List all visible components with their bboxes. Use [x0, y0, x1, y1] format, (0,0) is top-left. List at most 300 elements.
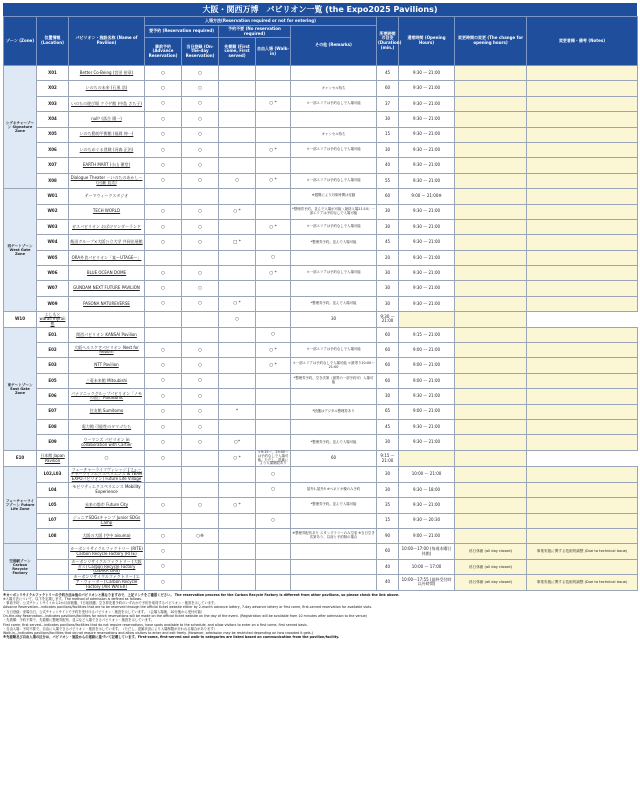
pavilion-name[interactable]: 未来の都市 Future City [69, 498, 145, 513]
location-cell: E06 [37, 389, 69, 404]
duration-cell: 60 [377, 81, 399, 96]
same-day-reservation-mark: ○ [182, 127, 219, 142]
advance-reservation-mark: ○ [145, 158, 182, 173]
advance-reservation-mark: ○ [145, 96, 182, 111]
notes-cell [527, 358, 638, 373]
remarks-cell [291, 250, 377, 265]
table-row [4, 327, 638, 342]
pavilion-name[interactable]: EARTH MART (小山 薫堂) [69, 158, 145, 173]
notes-cell [527, 235, 638, 250]
hours-change-cell: 終日休館 (all day closed) [455, 544, 527, 559]
first-come-mark [219, 482, 256, 497]
location-cell: L05 [37, 498, 69, 513]
walk-in-mark: ○ [256, 513, 291, 528]
remarks-cell: ＊一部エリアは予約なしで入場可能 [291, 343, 377, 358]
table-row [4, 281, 638, 296]
location-cell: L02,L03 [37, 467, 69, 482]
walk-in-mark [256, 81, 291, 96]
location-cell: W01 [37, 189, 69, 204]
location-cell: E02 [37, 343, 69, 358]
hours-change-cell [455, 404, 527, 419]
walk-in-mark [256, 112, 291, 127]
pavilion-name[interactable]: いのち動的平衡館 (福岡 伸一) [69, 127, 145, 142]
hours-change-cell [399, 450, 455, 467]
advance-reservation-mark: ○ [145, 173, 182, 188]
hours-change-cell [455, 498, 527, 513]
table-row [4, 266, 638, 281]
hours-change-cell [455, 281, 527, 296]
footnotes [3, 593, 637, 640]
advance-reservation-mark: ○ [145, 127, 182, 142]
pavilion-name[interactable]: いのちの遊び場 クラゲ館 (中島 さち子) [69, 96, 145, 111]
remarks-cell [291, 419, 377, 434]
pavilion-name[interactable]: BLUE OCEAN DOME [69, 266, 145, 281]
pavilion-name[interactable]: PASONA NATUREVERSE [69, 296, 145, 311]
table-row [4, 482, 638, 497]
first-come-mark [219, 575, 256, 590]
table-row [4, 528, 638, 543]
hours-change-cell [455, 66, 527, 81]
duration-cell: 30 [377, 142, 399, 157]
location-cell: W02 [37, 204, 69, 219]
remarks-cell [291, 66, 377, 81]
page [3, 3, 637, 640]
footnote-line: Walk-in...indicates pavilions/facilities that do not require reservations and allow visitors to enter and exit freely. (However, admission may be restricted depending on how crowded it gets.) [3, 631, 313, 636]
hours-change-cell [399, 312, 455, 327]
notes-cell [527, 528, 638, 543]
first-come-mark: ○ [219, 173, 256, 188]
hours-change-cell: 終日休館 (all day closed) [455, 575, 527, 590]
same-day-reservation-mark: ○ [182, 66, 219, 81]
first-come-mark [219, 96, 256, 111]
notes-cell [527, 373, 638, 388]
footnote-line: ・当日登録：来場当日、公式チケットサイトで予約を受付けるパビリオン・施設を示しています。（会場入場後、10分後から受付可能） [3, 609, 205, 614]
same-day-reservation-mark: ○ [182, 389, 219, 404]
header-change: 変更時間の変更 (The change for opening hours) [455, 17, 527, 66]
walk-in-mark [256, 373, 291, 388]
pavilion-name[interactable]: 日本館 Japan Pavilion [37, 450, 69, 467]
pavilion-name[interactable]: フューチャーライフヴィレッジ (フューチャーライフエクスペリエンス & TEAM EXPOパビリオン) Future Life Village [70, 466, 143, 481]
walk-in-mark [256, 544, 291, 559]
table-row [4, 467, 638, 482]
opening-hours-cell: 9:30 ～ 21:00 [399, 66, 455, 81]
table-row [4, 419, 638, 434]
table-row [4, 498, 638, 513]
walk-in-mark [256, 189, 291, 204]
pavilion-name[interactable]: いのちの未来 (石黒 浩) [69, 81, 145, 96]
pavilion-name[interactable]: 関西パビリオン KANSAI Pavilion [69, 327, 145, 342]
table-row [4, 81, 638, 96]
remarks-cell [291, 513, 377, 528]
hours-change-cell [455, 327, 527, 342]
pavilion-name[interactable]: 大阪の大阪 (空中 aisuma) [69, 528, 145, 543]
walk-in-mark [256, 404, 291, 419]
remarks-cell [291, 575, 377, 590]
first-come-mark: ○* [219, 435, 256, 450]
pavilion-name[interactable]: GUNDAM NEXT FUTURE PAVILION [69, 281, 145, 296]
advance-reservation-mark [145, 189, 182, 204]
duration-cell: 40 [377, 575, 399, 590]
advance-reservation-mark: ○ [145, 575, 182, 590]
pavilion-name[interactable]: パナソニックグループパビリオン「ノモの国」 Panasonic [69, 389, 145, 404]
advance-reservation-mark: ○ [145, 389, 182, 404]
first-come-mark [219, 343, 256, 358]
hours-change-cell [455, 96, 527, 111]
advance-reservation-mark: ○ [145, 281, 182, 296]
hours-change-cell: 終日休館 (all day closed) [455, 559, 527, 574]
opening-hours-cell: 9:00 ～ 21:00 [399, 373, 455, 388]
remarks-cell: *抽選はデジタル整理券あり [291, 404, 377, 419]
location-cell [37, 575, 69, 590]
walk-in-mark [256, 435, 291, 450]
remarks-cell: ＊一部エリアは予約なしで入場可能 [291, 266, 377, 281]
pavilion-name: モビリティエクスペリエンス Mobility Experience [69, 482, 145, 497]
hours-change-cell [455, 358, 527, 373]
remarks-cell: キャンセル待ち [291, 127, 377, 142]
advance-reservation-mark: ○ [145, 266, 182, 281]
opening-hours-cell: 9:30 ～ 21:00 [399, 296, 455, 311]
first-come-mark [219, 389, 256, 404]
opening-hours-cell: 9:30 ～ 21:00 [399, 435, 455, 450]
opening-hours-cell: 9:30 ～ 21:00 [399, 158, 455, 173]
footnote-line: Advance Reservation...indicates pavilions/facilities that are to be reserved through the official ticket website either by 2-month advance lottery, 7-day advance lottery or first come, first-served reservation for available slots. [3, 605, 373, 610]
location-cell: E10 [4, 450, 37, 467]
location-cell: X02 [37, 81, 69, 96]
notes-cell [455, 450, 527, 467]
duration-cell: 30 [377, 219, 399, 234]
notes-cell [527, 96, 638, 111]
remarks-cell: *整理券予約。並んで入場可能 [291, 235, 377, 250]
hours-change-cell [455, 127, 527, 142]
advance-reservation-mark: ○ [145, 112, 182, 127]
duration-cell: 35 [377, 498, 399, 513]
walk-in-mark [256, 158, 291, 173]
same-day-reservation-mark: ○ [182, 435, 219, 450]
same-day-reservation-mark: ○ [182, 343, 219, 358]
footnote-line: ・自由入場：予約不要で、自由に入場できるパビリオン・施設を示しています。（ただし、混雑状況により入場制限が行われる場合があります） [3, 626, 217, 631]
remarks-cell [256, 312, 291, 327]
advance-reservation-mark [145, 513, 182, 528]
notes-cell [455, 312, 527, 327]
header-walk-in: 自由入場 (Walk-in) [256, 38, 291, 66]
hours-change-cell [455, 142, 527, 157]
notes-cell [527, 189, 638, 204]
pavilion-name[interactable]: カーボンリサイクルファクトリー (RITE) Carbon Recycle Factory (RITE) [69, 544, 145, 559]
opening-hours-cell: 9:30 ～ 18:00 [399, 482, 455, 497]
notes-cell [527, 404, 638, 419]
location-cell [37, 559, 69, 574]
duration-cell: 60 [377, 373, 399, 388]
same-day-reservation-mark: ○※ [182, 528, 219, 543]
duration-cell: 45 [377, 235, 399, 250]
advance-reservation-mark: ○ [145, 544, 182, 559]
footnote-line: First come, first served...indicates pavilions/facilities that do not require reservations, have spots available to the schedule, and allow visitors to enter on a first come, first served basis. [3, 622, 308, 627]
hours-change-cell [455, 482, 527, 497]
walk-in-mark [256, 235, 291, 250]
header-notes: 変更者様・備考 (Notes) [527, 17, 638, 66]
pavilion-name[interactable]: カーボンリサイクルファクトリー (大阪ガス) Carbon Recycle Factory (OSAKA GAS) [69, 559, 145, 574]
duration-cell: 40 [377, 559, 399, 574]
duration-cell: 37 [377, 96, 399, 111]
remarks-cell: *整理券予約。並んで入場が可能（最終入場21:10）一部エリアは予約なしで入場可能 [291, 204, 377, 219]
remarks-cell: *整理券予約。空き次第（最寄の一部予約可）入場可能 [291, 373, 377, 388]
same-day-reservation-mark: ○ [182, 281, 219, 296]
zone-label: シグネチャーゾーン Signature Zone [4, 66, 37, 189]
location-cell: L07 [37, 513, 69, 528]
same-day-reservation-mark: ○ [182, 219, 219, 234]
table-row [4, 373, 638, 388]
first-come-mark [182, 450, 219, 467]
walk-in-mark [256, 204, 291, 219]
first-come-mark: ○ * [219, 296, 256, 311]
opening-hours-cell: 10:00 ～ 21:00 [399, 467, 455, 482]
table-row [4, 513, 638, 528]
opening-hours-cell: 9:30 ～ 21:00 [399, 173, 455, 188]
same-day-reservation-mark [182, 189, 219, 204]
table-row [4, 312, 638, 327]
remarks-cell [291, 112, 377, 127]
opening-hours-cell: 9:30 ～ 21:00 [399, 419, 455, 434]
pavilion-name[interactable]: ORA外食パビリオン「宴～UTAGE～」 [69, 250, 145, 265]
notes-cell [527, 467, 638, 482]
notes-cell [527, 173, 638, 188]
same-day-reservation-mark: ○ [182, 404, 219, 419]
first-come-mark: □ * [219, 235, 256, 250]
advance-reservation-mark: ○ [145, 66, 182, 81]
table-row [4, 127, 638, 142]
table-row [4, 575, 638, 590]
pavilion-name[interactable]: Better Co-Being (宮田 裕章) [69, 66, 145, 81]
notes-cell [527, 343, 638, 358]
footnote-line: On-the-day Reservation...indicates pavilions/facilities for which reservations will be made on the official ticket website on the day of the event. (Registration will be available from 10 minutes after admission to the venue) [3, 614, 367, 618]
remarks-cell: ＊一部エリアは予約なしで入場可能 [291, 173, 377, 188]
opening-hours-cell: 9:30 ～ 21:00 [399, 498, 455, 513]
notes-cell [527, 482, 638, 497]
advance-reservation-mark: ○ [145, 559, 182, 574]
opening-hours-cell: 9:30 ～ 21:00 [399, 96, 455, 111]
hours-change-cell [455, 173, 527, 188]
advance-reservation-mark [69, 312, 145, 327]
remarks-cell: ＊一部エリアは予約なしで入場可能 [291, 219, 377, 234]
hours-change-cell [455, 112, 527, 127]
opening-hours-cell: 10:00～17:00 (毎週木曜日休館) [399, 544, 455, 559]
remarks-cell: ＊一部エリアは予約なしで入場可能 [291, 142, 377, 157]
zone-label: 東ゲートゾーン East Gate Zone [4, 327, 37, 450]
opening-hours-cell: 9:30 ～ 21:00 [399, 219, 455, 234]
notes-cell [527, 559, 638, 574]
pavilion-name[interactable]: いのちめぐる冒険 (河森 正治) [69, 142, 145, 157]
notes-cell [527, 389, 638, 404]
same-day-reservation-mark [182, 327, 219, 342]
advance-reservation-mark [145, 327, 182, 342]
header-no-reservation: 予約不要 (No reservation required) [219, 26, 291, 38]
pavilion-name[interactable]: よしもと waraii myraii館 [37, 312, 69, 327]
hours-change-cell [455, 513, 527, 528]
table-row [4, 204, 638, 219]
table-row [4, 358, 638, 373]
zone-label: 西ゲートゾーン West Gate Zone [4, 189, 37, 312]
pavilion-name[interactable]: ウーマンズ パビリオン in collaboration with Cartier [69, 435, 145, 450]
duration-cell: 30 [377, 296, 399, 311]
pavilion-name[interactable]: Dialogue Theater －いのちのあかし－ (河瀬 直美) [69, 173, 145, 188]
first-come-mark [219, 127, 256, 142]
location-cell: X04 [37, 112, 69, 127]
table-row [4, 450, 638, 467]
hours-change-cell [455, 343, 527, 358]
table-row [4, 559, 638, 574]
table-row [4, 189, 638, 204]
notes-cell [527, 127, 638, 142]
footnote-line: ・先着順：予約不要で、先着順に整理券配布、並ぶなど入場できるパビリオン・施設を示しています。 [3, 618, 155, 623]
advance-reservation-mark: ○ [145, 204, 182, 219]
notes-cell [527, 81, 638, 96]
duration-cell: 45 [377, 419, 399, 434]
first-come-mark [219, 142, 256, 157]
pavilion-name[interactable]: ジュニアSDGsキャンプ Junior SDGs Camp [69, 513, 145, 528]
pavilion-name[interactable]: カーボンリサイクルファクトリー (エア・ウォーター) Carbon Recycle Factory (AIR WATER) [69, 575, 145, 590]
duration-cell: 90 [377, 528, 399, 543]
first-come-mark [219, 189, 256, 204]
walk-in-mark: ○ * [256, 343, 291, 358]
location-cell: L04 [37, 482, 69, 497]
first-come-mark: ○ * [219, 204, 256, 219]
walk-in-mark: ○ * [256, 358, 291, 373]
zone-label: フューチャーライフゾーン Future Life Zone [4, 467, 37, 544]
table-row [4, 250, 638, 265]
notes-cell [527, 266, 638, 281]
walk-in-mark: ○ [256, 250, 291, 265]
table-row [4, 404, 638, 419]
table-row [4, 544, 638, 559]
first-come-mark [219, 358, 256, 373]
hours-change-cell [455, 435, 527, 450]
walk-in-mark: ○ * [256, 266, 291, 281]
first-come-mark [219, 250, 256, 265]
opening-hours-cell: 9:30 ～ 21:00 [377, 312, 399, 327]
advance-reservation-mark: ○ [145, 296, 182, 311]
same-day-reservation-mark [182, 544, 219, 559]
same-day-reservation-mark [182, 467, 219, 482]
opening-hours-cell: 9:00 ～ 21:00 [399, 528, 455, 543]
header-first-come: 先着順 (First come, First served) [219, 38, 256, 66]
location-cell: X01 [37, 66, 69, 81]
header-name: パビリオン・施設名称 (Name of Pavilion) [69, 17, 145, 66]
pavilion-name[interactable]: 電力館 可能性のタマゴたち [69, 419, 145, 434]
same-day-reservation-mark: ○ [182, 204, 219, 219]
notes-cell [527, 158, 638, 173]
table-row [4, 235, 638, 250]
walk-in-mark: ○ * [256, 96, 291, 111]
opening-hours-cell: 9:30 ～ 21:00 [399, 266, 455, 281]
advance-reservation-mark: ○ [145, 373, 182, 388]
location-cell: W06 [37, 266, 69, 281]
location-cell: W05 [37, 250, 69, 265]
location-cell [37, 544, 69, 559]
duration-cell: 60 [377, 358, 399, 373]
walk-in-mark [256, 127, 291, 142]
opening-hours-cell: 9:00 ～ 21:00 [399, 404, 455, 419]
duration-cell: 45 [377, 66, 399, 81]
pavilion-name[interactable]: TECH WORLD [69, 204, 145, 219]
opening-hours-cell: 10:00～17:55 (最終受付時以外時間) [399, 575, 455, 590]
duration-cell: 30 [377, 467, 399, 482]
first-come-mark [219, 467, 256, 482]
duration-cell: 30 [377, 112, 399, 127]
walk-in-mark [256, 498, 291, 513]
first-come-mark [219, 281, 256, 296]
opening-hours-cell: 9:30 ～ 20:30 [399, 513, 455, 528]
duration-cell: 40 [377, 158, 399, 173]
hours-change-cell [455, 419, 527, 434]
notes-cell [527, 204, 638, 219]
walk-in-mark [256, 66, 291, 81]
hours-change-cell [455, 189, 527, 204]
advance-reservation-mark [145, 467, 182, 482]
footnote-line: ※カーボンリサイクルファクトリーの予約方法は他のパビリオンと異なりますので、上記リンクをご確認ください。 The reservation process for the Carbon Recycle Factory is different from other pavilions, so please check the link above. [3, 592, 400, 597]
first-come-mark [219, 513, 256, 528]
remarks-cell: ＊一部エリアは予約なしで入場可能 ＊最寄り10:00～21:00 [291, 358, 377, 373]
pavilion-name[interactable]: 大阪ヘルスケアパビリオン Nest for Reborn [69, 343, 145, 358]
location-cell: W04 [37, 235, 69, 250]
same-day-reservation-mark: ○ [182, 81, 219, 96]
hours-change-cell [455, 373, 527, 388]
advance-reservation-mark: ○ [145, 404, 182, 419]
duration-cell: 60 [377, 327, 399, 342]
duration-cell: 65 [377, 404, 399, 419]
opening-hours-cell: 9:15 ～ 21:00 [399, 327, 455, 342]
advance-reservation-mark: ○ [145, 343, 182, 358]
location-cell: E03 [37, 358, 69, 373]
pavilion-name[interactable]: ガスパビリオン おばけワンダーランド [69, 219, 145, 234]
location-cell: E01 [37, 327, 69, 342]
pavilion-name[interactable]: 三菱未来館 Mitsubishi [69, 373, 145, 388]
advance-reservation-mark: ○ [145, 142, 182, 157]
pavilion-name[interactable]: 住友館 Sumitomo [69, 404, 145, 419]
advance-reservation-mark [145, 482, 182, 497]
first-come-mark [219, 219, 256, 234]
pavilion-name[interactable]: null² (落合 陽一) [69, 112, 145, 127]
duration-cell: 30 [377, 435, 399, 450]
notes-cell: 事業実施に関する技術的調整 (Due to technical issue) [527, 575, 638, 590]
location-cell: W07 [37, 281, 69, 296]
advance-reservation-mark: ○ [145, 528, 182, 543]
advance-reservation-mark: ○ [145, 358, 182, 373]
location-cell: L08 [37, 528, 69, 543]
walk-in-mark: ○ [256, 482, 291, 497]
header-duration: 所要時間の目安 (Duration) (min.) [377, 17, 399, 66]
hours-change-cell [455, 528, 527, 543]
location-cell: X03 [37, 96, 69, 111]
remarks-cell: キャンセル待ち [291, 81, 377, 96]
notes-cell: 事業実施に関する技術的調整 (Due to technical issue) [527, 544, 638, 559]
notes-cell [527, 435, 638, 450]
table-body [4, 66, 638, 591]
advance-reservation-mark: ○ [145, 219, 182, 234]
same-day-reservation-mark: ○ [182, 235, 219, 250]
same-day-reservation-mark [182, 513, 219, 528]
header-entry-method: 入場方法(Reservation required or not for entering) [145, 17, 377, 26]
opening-hours-cell: 9:30 ～ 21:00 [399, 204, 455, 219]
notes-cell [527, 112, 638, 127]
pavilion-name[interactable]: 飯田グループ×大阪公立大学 共同出展館 [69, 235, 145, 250]
walk-in-mark: ○ [256, 467, 291, 482]
pavilion-name[interactable]: NTT Pavilion [69, 358, 145, 373]
remarks-cell [291, 158, 377, 173]
first-come-mark [219, 559, 256, 574]
location-cell: W09 [37, 296, 69, 311]
same-day-reservation-mark: ○ [182, 96, 219, 111]
remarks-cell: ※整理券配布あり スタンプラリーのみ空室 ※当日空き次第あり、以前と予約制の場合 [291, 528, 377, 543]
